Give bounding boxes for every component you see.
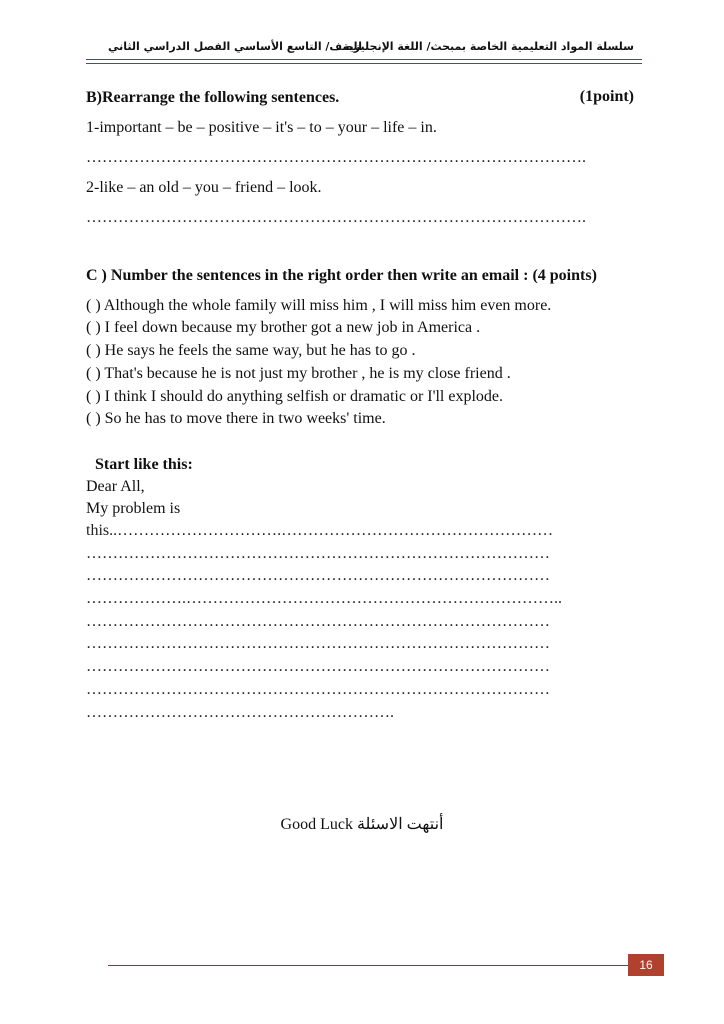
section-b-points: (1point): [579, 88, 634, 105]
sentence-item: ( ) I feel down because my brother got a new job in America .: [86, 319, 481, 336]
start-like-label: Start like this:: [95, 456, 193, 473]
section-b-question-2: 2-like – an old – you – friend – look.: [86, 179, 322, 196]
answer-line-2: ………………………………………………………………………………….: [86, 209, 586, 226]
section-b-question-1: 1-important – be – positive – it's – to – your – life – in.: [86, 119, 437, 136]
sentence-item: ( ) I think I should do anything selfish or dramatic or I'll explode.: [86, 388, 504, 405]
sentence-item: ( ) He says he feels the same way, but he has to go .: [86, 342, 416, 359]
header-rule-top: [86, 59, 642, 60]
good-luck-text: Good Luck أنتهت الاسئلة: [280, 816, 444, 833]
header-series-text: سلسلة المواد التعليمية الخاصة بمبحث/ اللغة الإنجليزية: [342, 40, 634, 53]
sentence-item: ( ) That's because he is not just my brother , he is my close friend .: [86, 365, 511, 382]
section-c-title: C ) Number the sentences in the right order then write an email : (4 points): [86, 267, 597, 284]
footer-rule: [108, 965, 628, 966]
header-rule-bottom: [86, 63, 642, 64]
sentence-item: ( ) Although the whole family will miss him , I will miss him even more.: [86, 297, 552, 314]
header-grade-text: للصف/ التاسع الأساسي الفصل الدراسي الثاني: [108, 40, 362, 53]
email-this-line: this..………………………….……………………………………………: [86, 522, 554, 539]
email-greeting: Dear All,: [86, 478, 145, 495]
email-answer-line: ……………………………………………………………………………: [86, 658, 550, 675]
email-answer-line: ……………………………………………………………………………: [86, 545, 550, 562]
email-problem: My problem is: [86, 500, 181, 517]
page-number: 16: [628, 954, 664, 976]
email-answer-line: ……………………………………………………………………………: [86, 567, 550, 584]
section-b-title: B)Rearrange the following sentences.: [86, 89, 340, 106]
answer-line-1: ………………………………………………………………………………….: [86, 149, 586, 166]
email-answer-line: ……………………………………………………………………………: [86, 635, 550, 652]
sentence-item: ( ) So he has to move there in two weeks' time.: [86, 410, 386, 427]
email-answer-line: ……………………………………………………………………………: [86, 681, 550, 698]
email-answer-line: ………………………………………………….: [86, 704, 394, 721]
email-answer-line: ……………………………………………………………………………: [86, 613, 550, 630]
email-answer-line: ……………….……………………………………………………………..: [86, 590, 562, 607]
